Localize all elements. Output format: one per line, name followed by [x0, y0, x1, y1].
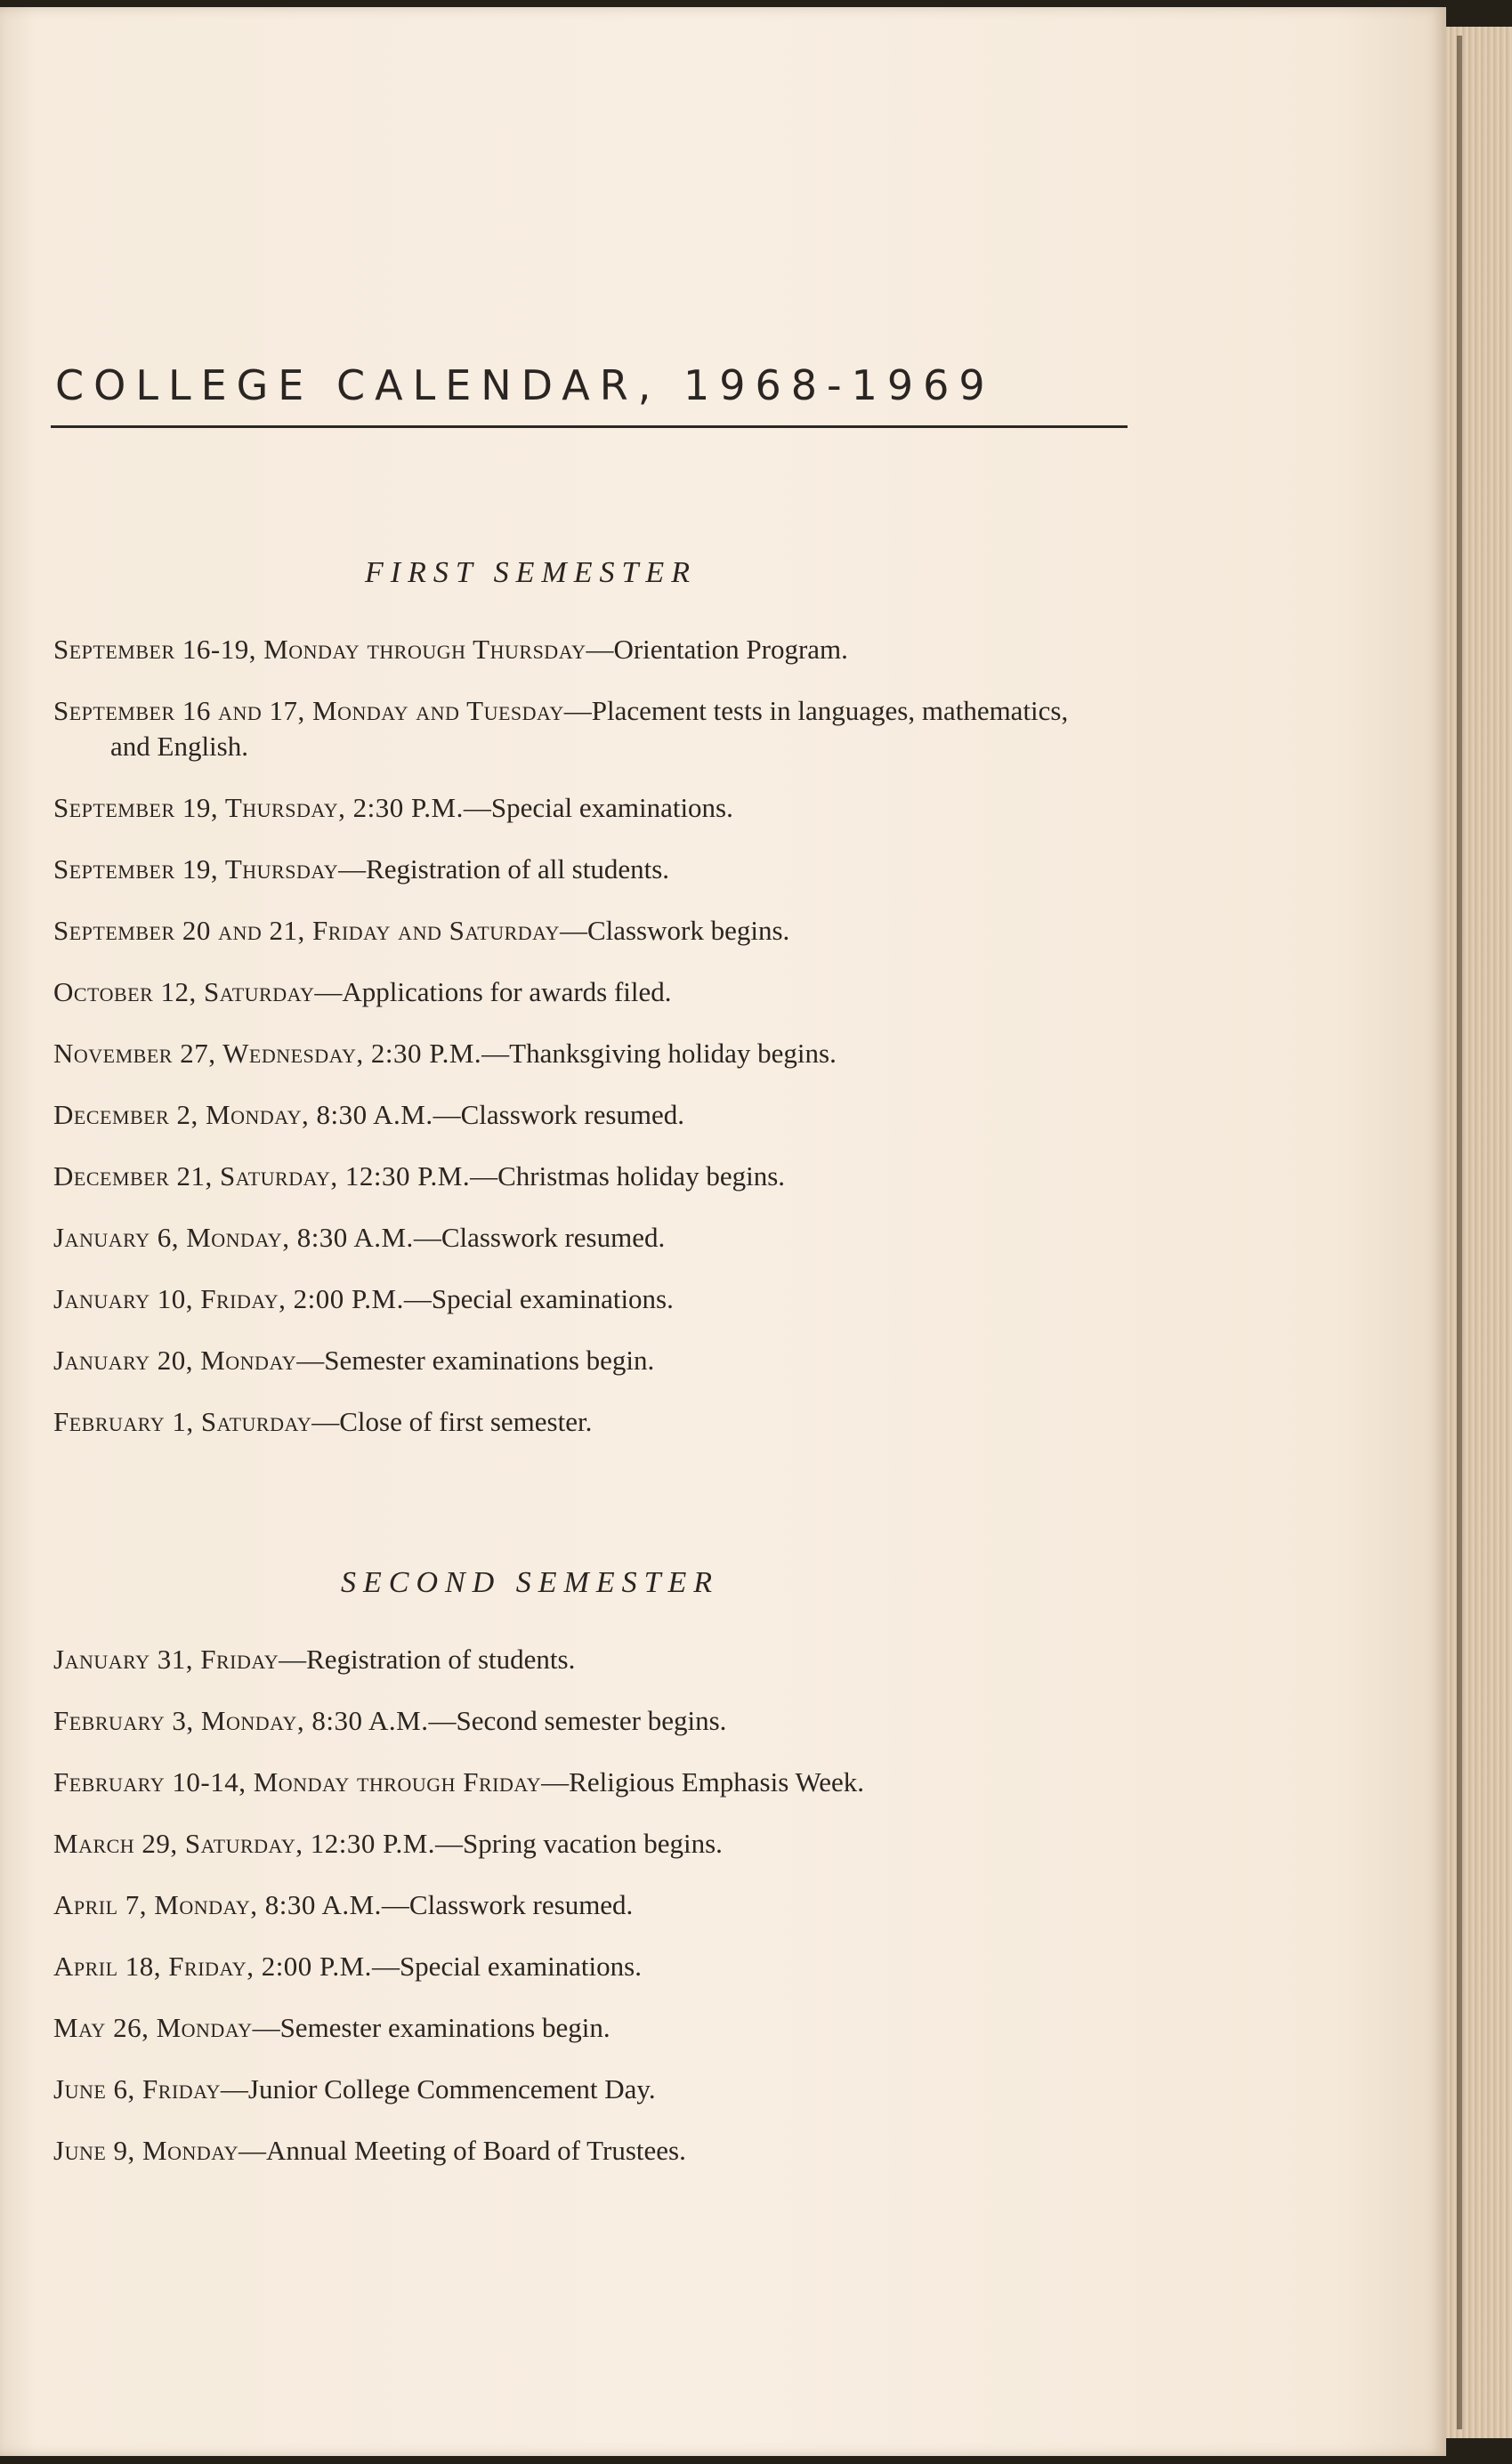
calendar-entry — [53, 1826, 1148, 1862]
entry-date: September 19, Thursday — [53, 853, 339, 885]
entry-event: —Registration of all students. — [338, 853, 670, 885]
calendar-entry — [53, 1220, 1148, 1256]
binding-edge — [1457, 36, 1462, 2429]
entry-event: —Placement tests in languages, mathematics, and English. — [110, 695, 1069, 762]
entry-date: February 10-14, Monday through Friday — [53, 1766, 542, 1798]
entry-date: September 20 and 21, Friday and Saturday — [53, 915, 560, 946]
second-semester-heading: SECOND SEMESTER — [341, 1566, 720, 1599]
entry-date: January 20, Monday — [53, 1345, 297, 1376]
entry-date: April 7, Monday, 8:30 A.M. — [53, 1889, 382, 1920]
entry-event: —Religious Emphasis Week. — [541, 1766, 865, 1798]
calendar-entry — [53, 1765, 1148, 1800]
entry-date: December 2, Monday, 8:30 A.M. — [53, 1099, 433, 1130]
calendar-entry — [53, 1159, 1148, 1194]
entry-date: January 31, Friday — [53, 1644, 279, 1675]
entry-event: —Orientation Program. — [586, 634, 848, 665]
entry-date: November 27, Wednesday, 2:30 P.M. — [53, 1038, 482, 1069]
calendar-entry — [53, 1036, 1148, 1071]
entry-event: —Thanksgiving holiday begins. — [481, 1038, 837, 1069]
entry-event: —Special examinations. — [403, 1283, 674, 1314]
calendar-entry — [53, 1404, 1148, 1440]
calendar-entry — [53, 1097, 1148, 1133]
calendar-entry — [53, 1343, 1148, 1378]
calendar-entry — [53, 790, 1148, 826]
first-semester-heading: FIRST SEMESTER — [365, 556, 697, 589]
entry-event: —Spring vacation begins. — [435, 1828, 723, 1859]
entry-date: October 12, Saturday — [53, 976, 315, 1007]
page-title: COLLEGE CALENDAR, 1968-1969 — [55, 361, 995, 409]
entry-date: September 16 and 17, Monday and Tuesday — [53, 695, 564, 726]
calendar-entry — [53, 852, 1148, 887]
entry-event: —Applications for awards filed. — [314, 976, 672, 1007]
entry-event: —Special examinations. — [371, 1951, 642, 1982]
entry-event: —Semester examinations begin. — [252, 2012, 610, 2043]
entry-date: September 16-19, Monday through Thursday — [53, 634, 586, 665]
entry-event: —Second semester begins. — [428, 1705, 727, 1736]
entry-event: —Junior College Commencement Day. — [220, 2073, 656, 2104]
entry-event: —Classwork begins. — [559, 915, 790, 946]
title-rule — [51, 425, 1128, 428]
entry-event: —Semester examinations begin. — [296, 1345, 655, 1376]
calendar-entry — [53, 974, 1148, 1010]
entry-event: —Registration of students. — [279, 1644, 576, 1675]
entry-event: —Classwork resumed. — [413, 1222, 666, 1253]
entry-date: June 6, Friday — [53, 2073, 221, 2104]
calendar-entry — [53, 913, 1148, 949]
entry-date: February 3, Monday, 8:30 A.M. — [53, 1705, 429, 1736]
entry-date: December 21, Saturday, 12:30 P.M. — [53, 1160, 471, 1192]
calendar-entry — [53, 1949, 1148, 1984]
calendar-entry — [53, 1281, 1148, 1317]
calendar-entry — [53, 2010, 1148, 2046]
entry-date: June 9, Monday — [53, 2135, 239, 2166]
entry-event: —Annual Meeting of Board of Trustees. — [239, 2135, 686, 2166]
entry-date: January 6, Monday, 8:30 A.M. — [53, 1222, 414, 1253]
entry-event: —Classwork resumed. — [381, 1889, 634, 1920]
calendar-entry — [53, 1703, 1148, 1739]
calendar-entry — [53, 632, 1148, 667]
entry-event: —Classwork resumed. — [433, 1099, 685, 1130]
calendar-entry — [53, 693, 1071, 764]
entry-event: —Christmas holiday begins. — [470, 1160, 786, 1192]
entry-date: May 26, Monday — [53, 2012, 253, 2043]
second-semester-list — [53, 1642, 1148, 2169]
entry-event: —Special examinations. — [463, 792, 733, 823]
entry-date: March 29, Saturday, 12:30 P.M. — [53, 1828, 436, 1859]
calendar-entry — [53, 2133, 1148, 2169]
entry-date: September 19, Thursday, 2:30 P.M. — [53, 792, 464, 823]
calendar-entry — [53, 1642, 1148, 1677]
entry-date: January 10, Friday, 2:00 P.M. — [53, 1283, 404, 1314]
calendar-entry — [53, 1887, 1148, 1923]
entry-date: April 18, Friday, 2:00 P.M. — [53, 1951, 372, 1982]
entry-date: February 1, Saturday — [53, 1406, 312, 1437]
entry-event: —Close of first semester. — [311, 1406, 593, 1437]
first-semester-list — [53, 632, 1148, 1440]
calendar-entry — [53, 2072, 1148, 2107]
